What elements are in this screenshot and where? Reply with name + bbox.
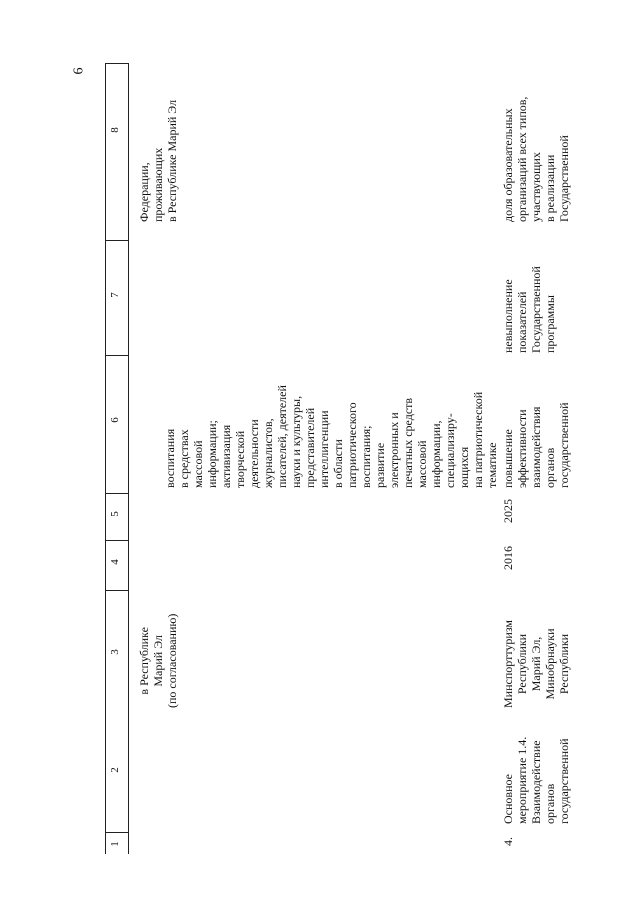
text-line: Минспорттуризм xyxy=(501,619,515,708)
text-line: Основное xyxy=(501,774,515,824)
text-line: науки и культуры, xyxy=(289,395,303,488)
header-col-sep-6 xyxy=(105,240,129,241)
text-line: программы xyxy=(543,295,557,353)
text-line: организаций всех типов, xyxy=(515,96,529,222)
text-line: Марий Эл xyxy=(151,635,165,687)
text-line: информации, xyxy=(429,420,443,488)
text-line: в средствах xyxy=(177,429,191,488)
row4-number: 4. xyxy=(501,837,515,846)
header-col-sep-5 xyxy=(105,355,129,356)
header-col-sep-1 xyxy=(105,832,129,833)
header-col-4: 4 xyxy=(108,559,121,565)
text-line: информации; xyxy=(205,420,219,488)
text-line: органов xyxy=(543,447,557,488)
text-line: на патриотической xyxy=(471,391,485,488)
header-col-3: 3 xyxy=(108,649,121,655)
text-line: Взаимодействие xyxy=(529,740,543,824)
header-col-sep-7 xyxy=(105,63,129,64)
text-line: творческой xyxy=(233,430,247,488)
text-line: Государственной xyxy=(529,266,543,353)
text-line: воспитания xyxy=(163,428,177,488)
text-line: Федерации, xyxy=(137,162,151,222)
header-col-8: 8 xyxy=(108,127,121,133)
text-line: писателей, деятелей xyxy=(275,385,289,488)
text-line: Республики xyxy=(557,633,571,695)
text-line: в реализации xyxy=(543,154,557,222)
text-line: государственной xyxy=(557,738,571,824)
header-col-1: 1 xyxy=(108,841,121,847)
row4-col6-text xyxy=(501,402,571,488)
header-row-divider xyxy=(128,63,129,854)
header-col-sep-3 xyxy=(105,540,129,541)
continued-col8-text xyxy=(137,100,179,222)
text-line: Минобрнауки xyxy=(543,628,557,700)
continued-col3-text xyxy=(137,614,179,708)
text-line: в Республике Марий Эл xyxy=(165,99,179,222)
header-col-2: 2 xyxy=(108,767,121,773)
text-line: ющихся xyxy=(457,446,471,488)
page-number: 6 xyxy=(71,67,87,75)
text-line: развитие xyxy=(373,442,387,488)
text-line: органов xyxy=(543,783,557,824)
text-line: в Республике xyxy=(137,627,151,695)
header-col-sep-2 xyxy=(105,590,129,591)
text-line: массовой xyxy=(191,440,205,488)
text-line: деятельности xyxy=(247,419,261,488)
header-frame-right xyxy=(105,63,106,854)
text-line: специализиру- xyxy=(443,413,457,488)
row4-col3-text xyxy=(501,620,571,708)
text-line: электронных и xyxy=(387,412,401,488)
text-line: Республики xyxy=(515,633,529,695)
text-line: доля образовательных xyxy=(501,108,515,222)
text-line: журналистов, xyxy=(261,418,275,488)
text-line: воспитания; xyxy=(359,425,373,488)
row4-col7-text xyxy=(501,266,557,353)
text-line: патриотического xyxy=(345,402,359,488)
text-line: интеллигенции xyxy=(317,410,331,488)
text-line: активизация xyxy=(219,424,233,488)
header-col-5: 5 xyxy=(108,511,121,517)
row4-col5-year-end: 2025 xyxy=(501,499,515,523)
text-line: тематике xyxy=(485,442,499,488)
row4-col8-text xyxy=(501,62,571,222)
text-line: государственной xyxy=(557,402,571,488)
text-line: повышение xyxy=(501,429,515,488)
text-line: эффективности xyxy=(515,409,529,488)
text-line: представителей xyxy=(303,407,317,488)
text-line: показателей xyxy=(515,291,529,353)
text-line: проживающих xyxy=(151,147,165,222)
text-line: массовой xyxy=(415,440,429,488)
text-line: (по согласованию) xyxy=(165,613,179,708)
text-line: Марий Эл, xyxy=(529,636,543,692)
text-line: мероприятие 1.4. xyxy=(515,736,529,824)
row4-col4-year-start: 2016 xyxy=(501,546,515,570)
text-line: участвующих xyxy=(529,152,543,222)
row4-col2-text xyxy=(501,737,571,824)
text-line: невыполнение xyxy=(501,279,515,353)
text-line: взаимодействия xyxy=(529,406,543,488)
header-col-6: 6 xyxy=(108,417,121,423)
text-line: Государственной xyxy=(557,135,571,222)
text-line: печатных средств xyxy=(401,397,415,488)
text-line: в области xyxy=(331,439,345,488)
header-col-sep-4 xyxy=(105,493,129,494)
continued-col6-text xyxy=(163,350,499,488)
header-col-7: 7 xyxy=(108,292,121,298)
